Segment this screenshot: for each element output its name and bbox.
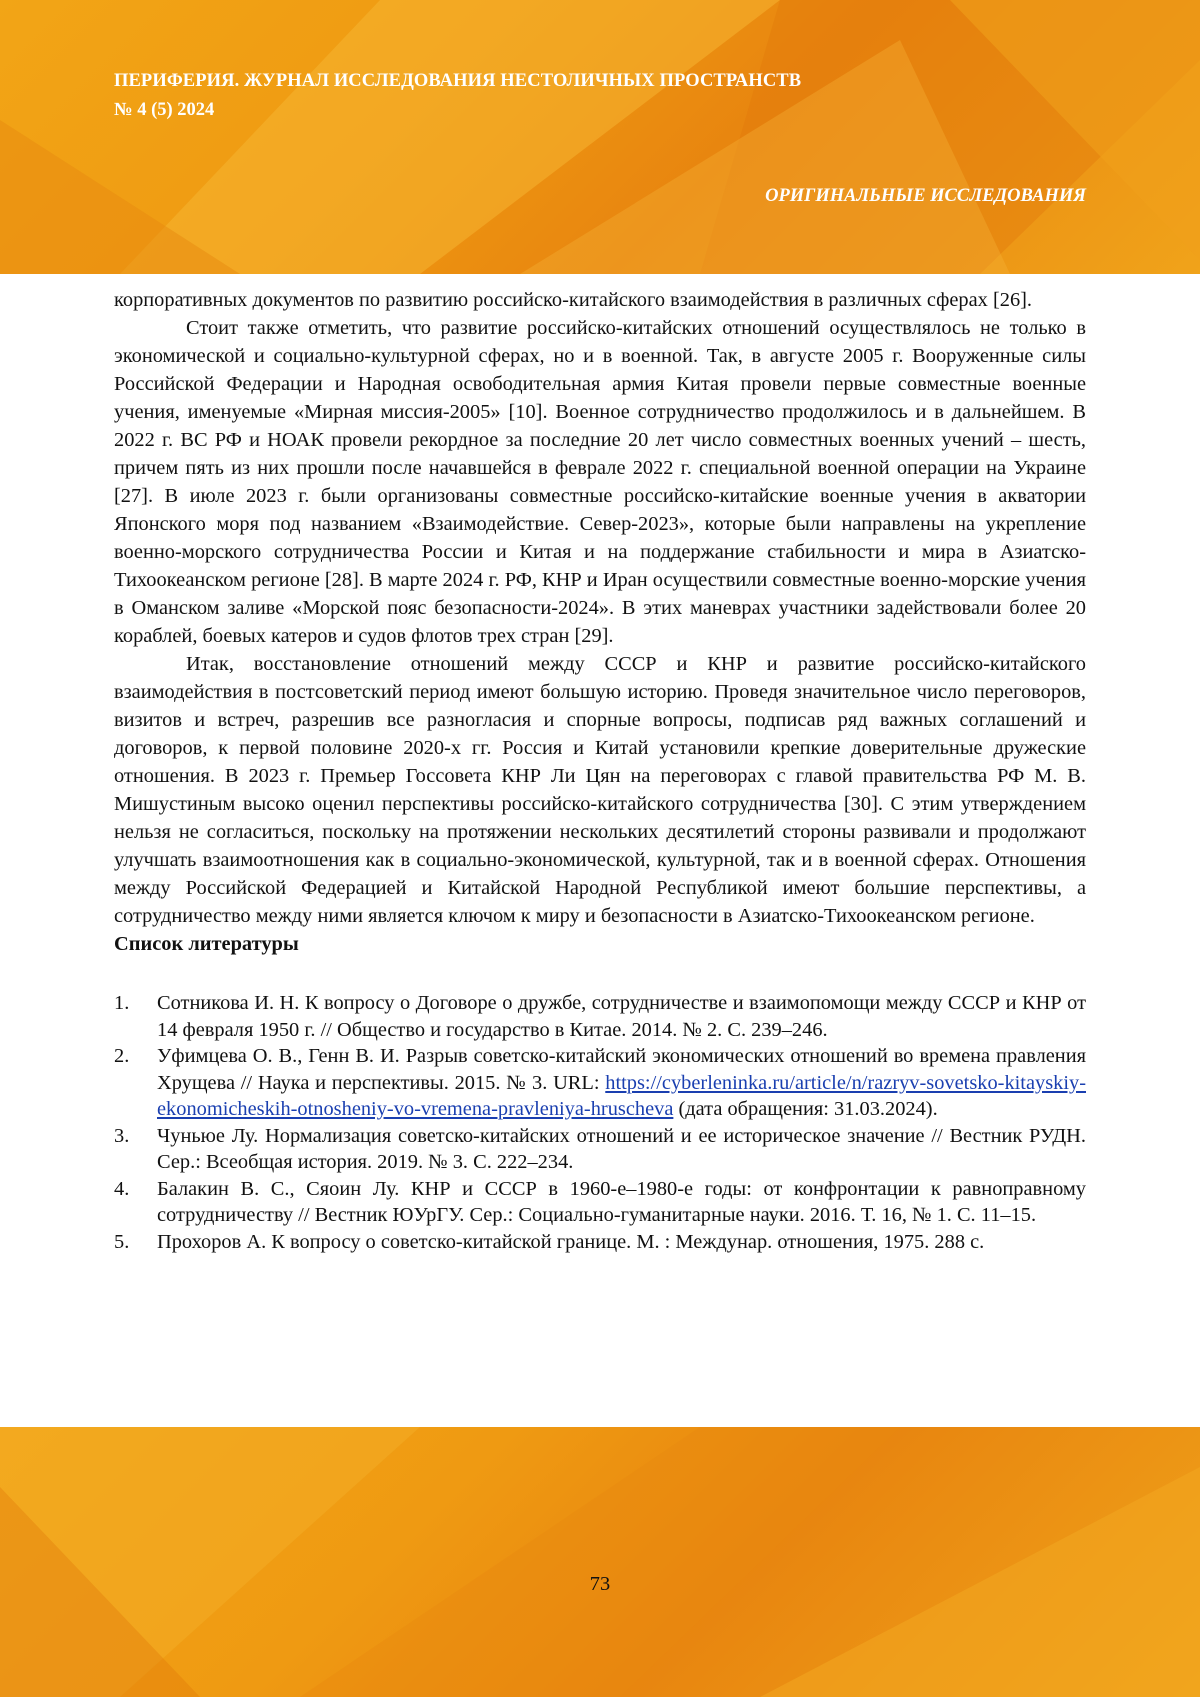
reference-text: Балакин В. С., Сяоин Лу. КНР и СССР в 1960-е–1980-е годы: от конфронтации к равноправному сотрудничеству // Вестник ЮУрГУ. Сер.: Социально-гуманитарные науки. 2016. Т. 16, № 1. С. 11–15. [157,1178,1086,1227]
journal-issue: № 4 (5) 2024 [114,100,214,121]
header-pattern [0,0,1200,274]
footer-banner [0,1427,1200,1697]
reference-number: 4. [114,1176,129,1203]
page-number: 73 [0,1573,1200,1596]
reference-number: 3. [114,1123,129,1150]
reference-number: 5. [114,1229,129,1256]
journal-title: ПЕРИФЕРИЯ. ЖУРНАЛ ИССЛЕДОВАНИЯ НЕСТОЛИЧНЫХ ПРОСТРАНСТВ [114,71,801,92]
reference-item [114,1043,1086,1123]
reference-text: Уфимцева О. В., Генн В. И. Разрыв советско-китайский экономических отношений во времена правления Хрущева // Наука и перспективы. 2015. № 3. URL: [157,1045,1086,1094]
header-banner [0,0,1200,274]
reference-number: 2. [114,1043,129,1070]
reference-item [114,1176,1086,1229]
references-heading: Список литературы [114,930,1086,958]
reference-item [114,1229,1086,1256]
reference-text: Прохоров А. К вопросу о советско-китайской границе. М. : Междунар. отношения, 1975. 288 с. [157,1231,984,1253]
reference-number: 1. [114,990,129,1017]
reference-link[interactable]: https://cyberleninka.ru/article/n/razryv-sovetsko-kitayskiy-ekonomicheskih-otnosheniy-vo-vremena-pravleniya-hruscheva [157,1072,1086,1121]
paragraph: Стоит также отметить, что развитие российско-китайских отношений осуществлялось не только в экономической и социально-культурной сферах, но и в военной. Так, в августе 2005 г. Вооруженные силы Российской Федерации и Народная освободительная армия Китая провели первые совместные военные учения, именуемые «Мирная миссия-2005» [10]. Военное сотрудничество продолжилось и в дальнейшем. В 2022 г. ВС РФ и НОАК провели рекордное за последние 20 лет число совместных военных учений – шесть, причем пять из них прошли после начавшейся в феврале 2022 г. специальной военной операции на Украине [27]. В июле 2023 г. были организованы совместные российско-китайские военные учения в акватории Японского моря под названием «Взаимодействие. Север-2023», которые были направлены на укрепление военно-морского сотрудничества России и Китая и на поддержание стабильности и мира в Азиатско-Тихоокеанском регионе [28]. В марте 2024 г. РФ, КНР и Иран осуществили совместные военно-морские учения в Оманском заливе «Морской пояс безопасности-2024». В этих маневрах участники задействовали более 20 кораблей, боевых катеров и судов флотов трех стран [29]. [114,314,1086,650]
paragraph: корпоративных документов по развитию российско-китайского взаимодействия в различных сферах [26]. [114,286,1086,314]
section-label: ОРИГИНАЛЬНЫЕ ИССЛЕДОВАНИЯ [765,186,1086,207]
reference-text: Сотникова И. Н. К вопросу о Договоре о дружбе, сотрудничестве и взаимопомощи между СССР и КНР от 14 февраля 1950 г. // Общество и государство в Китае. 2014. № 2. С. 239–246. [157,992,1086,1041]
footer-pattern [0,1427,1200,1697]
reference-item [114,1123,1086,1176]
references-list [114,990,1086,1255]
reference-item [114,990,1086,1043]
article-content [114,286,1086,1255]
paragraph: Итак, восстановление отношений между СССР и КНР и развитие российско-китайского взаимодействия в постсоветский период имеют большую историю. Проведя значительное число переговоров, визитов и встреч, разрешив все разногласия и спорные вопросы, подписав ряд важных соглашений и договоров, к первой половине 2020-х гг. Россия и Китай установили крепкие доверительные дружеские отношения. В 2023 г. Премьер Госсовета КНР Ли Цян на переговорах с главой правительства РФ М. В. Мишустиным высоко оценил перспективы российско-китайского сотрудничества [30]. С этим утверждением нельзя не согласиться, поскольку на протяжении нескольких десятилетий стороны развивали и продолжают улучшать взаимоотношения как в социально-экономической, культурной, так и в военной сферах. Отношения между Российской Федерацией и Китайской Народной Республикой имеют большие перспективы, а сотрудничество между ними является ключом к миру и безопасности в Азиатско-Тихоокеанском регионе. [114,650,1086,930]
reference-text: Чуньюе Лу. Нормализация советско-китайских отношений и ее историческое значение // Вестник РУДН. Сер.: Всеобщая история. 2019. № 3. С. 222–234. [157,1125,1086,1174]
reference-access-date: (дата обращения: 31.03.2024). [673,1098,937,1120]
